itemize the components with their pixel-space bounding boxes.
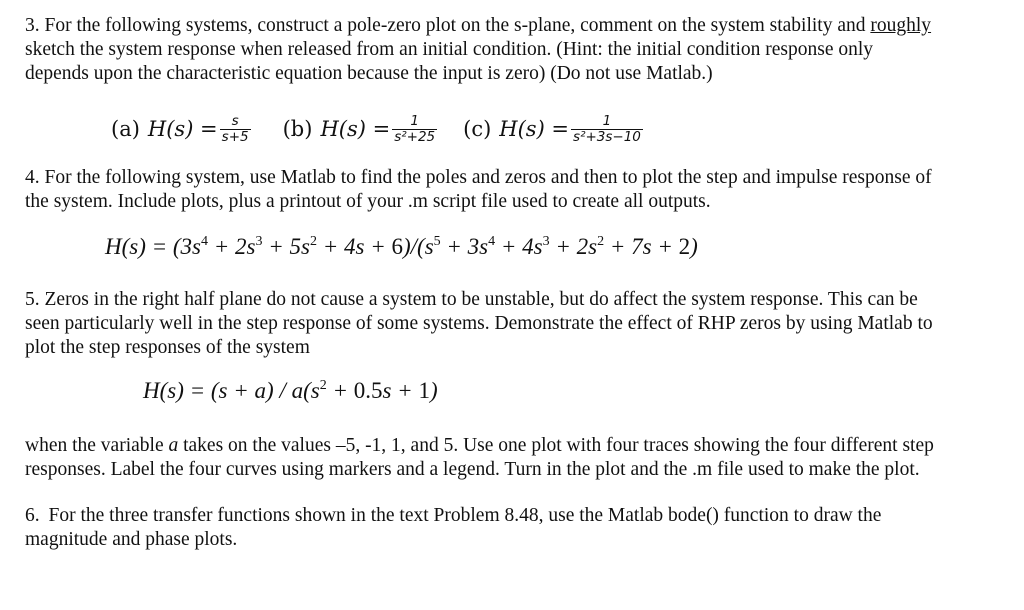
part-b-label: (b)	[282, 117, 313, 141]
question-5-line-4-post: takes on the values –5, -1, 1, and 5. Use one plot with four traces showing the four different step	[183, 435, 934, 456]
question-3-number: 3.	[25, 15, 40, 36]
question-5-paragraph	[25, 288, 1010, 360]
question-4-paragraph	[25, 166, 1010, 214]
part-c-denominator: s²+3s−10	[573, 128, 641, 145]
question-6-number: 6.	[25, 505, 40, 526]
question-4-number: 4.	[25, 167, 40, 188]
question-3-underlined-word: roughly	[870, 15, 932, 36]
question-5-number: 5.	[25, 289, 40, 310]
part-c-fraction	[571, 114, 643, 145]
question-6-paragraph	[25, 504, 1010, 552]
question-5-line-1: Zeros in the right half plane do not cause a system to be unstable, but do affect the system response. This can be	[44, 289, 918, 310]
part-b-denominator: s²+25	[394, 128, 436, 145]
question-5-line-2: seen particularly well in the step response of some systems. Demonstrate the effect of RHP zeros by using Matlab to	[25, 313, 933, 334]
question-4-line-2: the system. Include plots, plus a printout of your .m script file used to create all outputs.	[25, 191, 711, 212]
question-5-line-3: plot the step responses of the system	[25, 337, 310, 358]
question-6-line-1: For the three transfer functions shown in the text Problem 8.48, use the Matlab bode() function to draw the	[48, 505, 882, 526]
part-b-numerator: 1	[410, 112, 419, 129]
question-3-line-2: sketch the system response when released from an initial condition. (Hint: the initial condition response only	[25, 39, 874, 60]
part-a-lhs: H(s) =	[147, 117, 218, 141]
part-a-fraction	[220, 114, 251, 145]
part-c-numerator: 1	[602, 112, 612, 129]
question-3-line-1: For the following systems, construct a pole-zero plot on the s-plane, comment on the system stability and	[44, 15, 866, 36]
document-page	[25, 14, 1010, 552]
part-c-lhs: H(s) =	[499, 117, 570, 141]
part-a-numerator: s	[231, 112, 239, 129]
part-a-denominator: s+5	[221, 128, 249, 145]
part-b-fraction	[392, 114, 437, 145]
question-3-line-3: depends upon the characteristic equation because the input is zero) (Do not use Matlab.)	[25, 63, 713, 84]
part-c-label: (c)	[463, 117, 492, 141]
question-5-equation: $H(s) = (s + a) / a(s^2 + 0.5s + 1)$	[143, 378, 438, 403]
question-3-transfer-functions	[111, 106, 1010, 152]
question-5-continued-paragraph	[25, 434, 1010, 482]
part-a-label: (a)	[111, 117, 140, 141]
question-4-equation: $H(s) = (3s^4 + 2s^3 + 5s^2 + 4s + 6)/(s^5 + 3s^4 + 4s^3 + 2s^2 + 7s + 2)$	[105, 234, 698, 259]
question-5-variable-a: a	[168, 435, 179, 456]
question-5-line-4-pre: when the variable	[25, 435, 164, 456]
question-4-line-1: For the following system, use Matlab to find the poles and zeros and then to plot the step and impulse response of	[44, 167, 932, 188]
question-5-line-5: responses. Label the four curves using markers and a legend. Turn in the plot and the .m file used to make the plot.	[25, 459, 920, 480]
question-3-paragraph	[25, 14, 1010, 86]
question-6-line-2: magnitude and phase plots.	[25, 529, 238, 550]
part-b-lhs: H(s) =	[320, 117, 391, 141]
